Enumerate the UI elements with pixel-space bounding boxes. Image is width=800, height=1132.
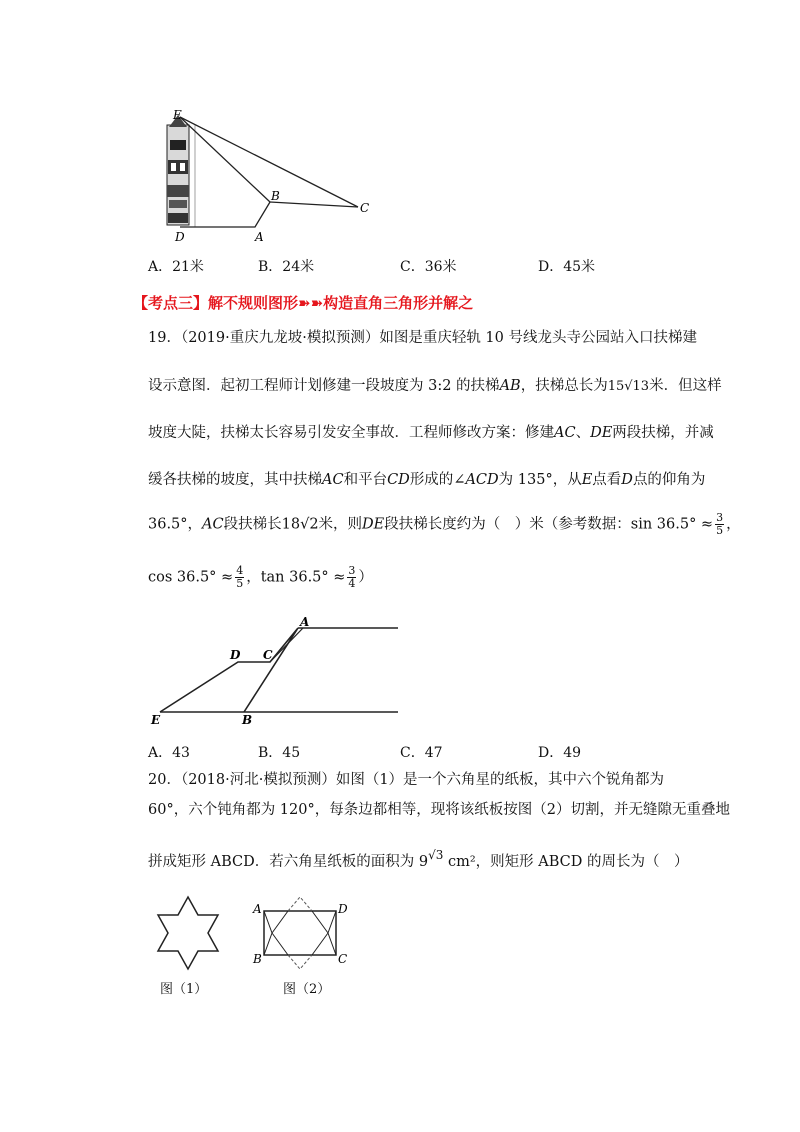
q19-figure [148,612,408,727]
q18-label-c: C [360,201,370,215]
q18-label-e: E [173,108,182,122]
q19-line-2: 设示意图．起初工程师计划修建一段坡度为 3:2 的扶梯AB，扶梯总长为15√13米．但这样 [148,378,722,394]
q20-figure-1 [148,895,228,975]
q20-figure-2 [250,895,350,975]
q19-label-c: C [263,648,273,662]
fig2-label-c: C [338,952,348,966]
q20-line-2: 60°，六个钝角都为 120°，每条边都相等，现将该纸板按图（2）切割，并无缝隙无重叠地 [148,802,730,818]
sin-fraction: $\frac{3}{5}$ [716,511,724,537]
q19-ac-length: 18√2 [281,516,319,533]
q19-line-5: 36.5°，AC段扶梯长18√2米，则DE段扶梯长度约为（ ）米（参考数据：sin 36.5° ≈ $\frac{3}{5}$ ， [148,511,741,537]
q19-line-6: cos 36.5° ≈ $\frac{4}{5}$ ，tan 36.5° ≈ $\frac{3}{4}$ ） [148,564,373,590]
q19-label-a: A [300,615,310,629]
q18-choice-b[interactable]: B．24米 [258,259,315,275]
q20-line-1: 20．（2018·河北·模拟预测）如图（1）是一个六角星的纸板，其中六个锐角都为 [148,772,665,788]
fig2-label-d: D [338,902,348,916]
fig2-caption: 图（2） [283,982,331,997]
tan-fraction: $\frac{3}{4}$ [348,564,356,590]
q19-line-4: 缓各扶梯的坡度，其中扶梯AC和平台CD形成的∠ACD为 135°，从E点看D点的仰角为 [148,472,706,488]
q18-choice-d[interactable]: D．45米 [538,259,596,275]
q19-ab: AB [499,378,521,394]
q18-figure [155,105,385,245]
q19-label-e: E [151,713,161,727]
q20-root3: √3 [428,848,444,862]
cos-fraction: $\frac{4}{5}$ [236,564,244,590]
q18-label-d: D [175,230,185,244]
section-title: 【考点三】解不规则图形➽➽构造直角三角形并解之 [133,294,474,312]
q18-choice-a[interactable]: A．21米 [148,259,204,275]
q19-line-1: 19．（2019·重庆九龙坡·模拟预测）如图是重庆轻轨 10 号线龙头寺公园站入口扶梯建 [148,330,697,346]
q19-total-length: 15√13 [607,379,650,394]
q19-choice-d[interactable]: D．49 [538,745,582,761]
q18-label-b: B [271,189,280,203]
q18-label-a: A [255,230,264,244]
hexagram-shape [158,897,218,969]
q19-label-b: B [242,713,253,727]
q20-line-3: 拼成矩形 ABCD．若六角星纸板的面积为 $9^{√3}$ cm²，则矩形 ABCD 的周长为（ ） [148,848,689,870]
fig1-caption: 图（1） [160,982,208,997]
q18-choice-c[interactable]: C．36米 [400,259,457,275]
fig2-label-a: A [253,902,262,916]
tower-illustration [167,115,189,225]
q19-choice-c[interactable]: C．47 [400,745,443,761]
q19-label-d: D [230,648,241,662]
q19-choice-a[interactable]: A．43 [148,745,190,761]
q19-choice-b[interactable]: B．45 [258,745,301,761]
fig2-label-b: B [253,952,262,966]
q19-line-3: 坡度大陡，扶梯太长容易引发安全事故．工程师修改方案：修建AC、DE两段扶梯，并减 [148,425,714,441]
